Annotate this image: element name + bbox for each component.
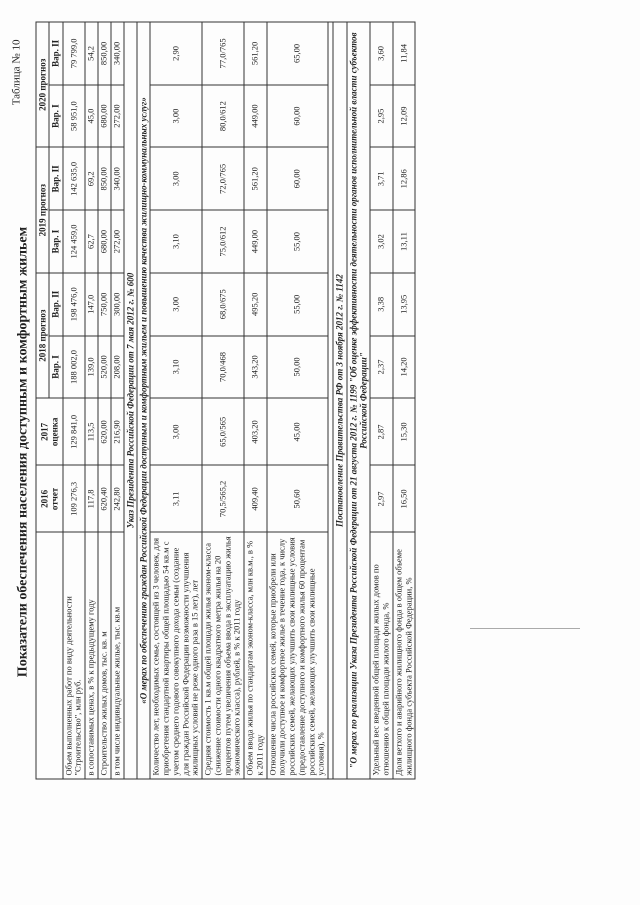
header-2020-var2: Вар. II [49, 22, 62, 85]
cell-2018-var1: 3,10 [150, 336, 202, 399]
cell-2020-var1: 58 951,0 [63, 85, 86, 148]
table-row [202, 22, 244, 779]
cell-2016: 620,40 [98, 465, 111, 532]
row-label: Объем ввода жилья по стандартам эконом-класса, млн кв.м., в % к 2011 году [244, 532, 267, 779]
cell-2020-var1: 80,0/612 [202, 85, 244, 148]
cell-2020-var1: 449,00 [244, 85, 267, 148]
header-2016 [36, 465, 63, 532]
cell-2016: 409,40 [244, 465, 267, 532]
cell-2017: 403,20 [244, 398, 267, 465]
header-2019-var1: Вар. I [49, 210, 62, 273]
table-row [111, 22, 124, 779]
table-row [244, 22, 267, 779]
section-heading [124, 22, 137, 779]
table-row [150, 22, 202, 779]
cell-2019-var2: 850,00 [98, 147, 111, 210]
cell-2019-var2: 60,00 [267, 147, 329, 210]
row-label: Отношение числа российских семей, которые приобрели или получили доступное и комфортное жилье в течение года, к числу российских семей, желающих улучшить свои жилищные условия (предоставление доступного и комфортного жилья 60 процентам российских семей, желающих улучшить свои жилищные условия), % [267, 532, 329, 779]
cell-2018-var2: 13,95 [393, 273, 416, 336]
row-label: в том числе индивидуальные жилые, тыс. кв.м [111, 532, 124, 779]
cell-2018-var1: 188 002,0 [63, 336, 86, 399]
header-2016-type: отчет [49, 487, 60, 511]
cell-2018-var1: 208,00 [111, 336, 124, 399]
row-label: Удельный вес введенной общей площади жилых домов по отношению к общей площади жилого фонда, % [370, 532, 393, 779]
cell-2017: 65,0/565 [202, 398, 244, 465]
header-2020-var1: Вар. I [49, 85, 62, 148]
cell-2020-var2: 11,84 [393, 22, 416, 85]
cell-2020-var2: 54,2 [85, 22, 98, 85]
cell-2018-var1: 520,00 [98, 336, 111, 399]
cell-2020-var2: 3,60 [370, 22, 393, 85]
header-2020: 2020 прогноз [36, 22, 49, 147]
row-label: Объем выполненных работ по виду деятельности "Строительство", млн руб. [63, 532, 86, 779]
row-label: в сопоставимых ценах, в % к предыдущему году [85, 532, 98, 779]
table-row [63, 22, 86, 779]
cell-2018-var2: 300,00 [111, 273, 124, 336]
cell-2020-var1: 272,00 [111, 85, 124, 148]
cell-2020-var2: 79 799,0 [63, 22, 86, 85]
section-subtitle: «О мерах по обеспечению граждан Российской Федерации доступным и комфортным жильем и повышению качества жилищно-коммунальных услуг» [137, 22, 150, 779]
cell-2019-var1: 3,10 [150, 210, 202, 273]
header-2017-type: оценка [49, 417, 60, 447]
row-label: Доля ветхого и аварийного жилищного фонда в общем объеме жилищного фонда субъекта Российской Федерации, % [393, 532, 416, 779]
header-2018: 2018 прогноз [36, 273, 49, 398]
cell-2017: 2,87 [370, 398, 393, 465]
table-row [370, 22, 393, 779]
cell-2018-var1: 343,20 [244, 336, 267, 399]
cell-2019-var1: 62,7 [85, 210, 98, 273]
cell-2017: 216,90 [111, 398, 124, 465]
row-label: Средняя стоимость 1 кв.м общей площади жилья эконом-класса (снижение стоимости одного квадратного метра жилья на 20 процентов путем увеличения объема ввода в эксплуатацию жилья экономического класса), рублей, в % к 2011 году [202, 532, 244, 779]
cell-2018-var2: 55,00 [267, 273, 329, 336]
cell-2019-var1: 3,02 [370, 210, 393, 273]
cell-2020-var2: 561,20 [244, 22, 267, 85]
header-2019: 2019 прогноз [36, 147, 49, 272]
cell-2019-var2: 12,86 [393, 147, 416, 210]
header-2017 [36, 398, 63, 465]
header-2018-var1: Вар. I [49, 336, 62, 399]
cell-2019-var2: 340,00 [111, 147, 124, 210]
cell-2019-var2: 561,20 [244, 147, 267, 210]
cell-2018-var1: 2,37 [370, 336, 393, 399]
scan-mark-line [470, 628, 580, 629]
cell-2020-var1: 12,09 [393, 85, 416, 148]
cell-2018-var1: 139,0 [85, 336, 98, 399]
cell-2020-var1: 680,00 [98, 85, 111, 148]
section-subtitle: "О мерах по реализации Указа Президента Российской Федерации от 21 августа 2012 г. № 1199 "Об оценке эффективности деятельности органов исполнительной власти субъектов Российской Федерации" [347, 22, 371, 779]
cell-2020-var1: 60,00 [267, 85, 329, 148]
cell-2016: 2,97 [370, 465, 393, 532]
cell-2019-var1: 124 459,0 [63, 210, 86, 273]
cell-2018-var1: 14,20 [393, 336, 416, 399]
header-2019-var2: Вар. II [49, 147, 62, 210]
cell-2018-var2: 147,0 [85, 273, 98, 336]
cell-2016: 16,50 [393, 465, 416, 532]
cell-2020-var1: 45,0 [85, 85, 98, 148]
cell-2017: 3,00 [150, 398, 202, 465]
cell-2019-var1: 75,0/612 [202, 210, 244, 273]
table-row [98, 22, 111, 779]
cell-2019-var1: 680,00 [98, 210, 111, 273]
section-heading [333, 22, 346, 779]
cell-2017: 15,30 [393, 398, 416, 465]
cell-2016: 50,60 [267, 465, 329, 532]
rotated-content [1, 0, 640, 905]
section-heading [347, 22, 371, 779]
cell-2018-var2: 3,38 [370, 273, 393, 336]
cell-2017: 620,00 [98, 398, 111, 465]
cell-2019-var2: 142 635,0 [63, 147, 86, 210]
cell-2017: 45,00 [267, 398, 329, 465]
page-title: Показатели обеспечения населения доступным и комфортным жильем [15, 226, 31, 678]
section-heading [137, 22, 150, 779]
cell-2019-var1: 272,00 [111, 210, 124, 273]
table-number: Таблица № 10 [10, 39, 23, 106]
cell-2020-var2: 65,00 [267, 22, 329, 85]
indicators-table [36, 22, 416, 780]
cell-2020-var2: 340,00 [111, 22, 124, 85]
cell-2019-var2: 69,2 [85, 147, 98, 210]
cell-2020-var2: 850,00 [98, 22, 111, 85]
cell-2018-var1: 70,0/468 [202, 336, 244, 399]
cell-2016: 109 276,3 [63, 465, 86, 532]
cell-2018-var2: 198 476,0 [63, 273, 86, 336]
header-row-years [36, 22, 49, 779]
cell-2018-var2: 495,20 [244, 273, 267, 336]
cell-2018-var2: 3,00 [150, 273, 202, 336]
header-indicator [36, 532, 63, 779]
cell-2020-var2: 2,90 [150, 22, 202, 85]
cell-2018-var1: 50,00 [267, 336, 329, 399]
cell-2017: 113,5 [85, 398, 98, 465]
table-row [267, 22, 329, 779]
header-2017-year: 2017 [39, 422, 49, 441]
cell-2020-var1: 2,95 [370, 85, 393, 148]
cell-2020-var2: 77,0/765 [202, 22, 244, 85]
section-title: Указ Президента Российской Федерации от 7 мая 2012 г. № 600 [124, 22, 137, 779]
cell-2016: 242,80 [111, 465, 124, 532]
cell-2016: 70,5/565,2 [202, 465, 244, 532]
table-row [393, 22, 416, 779]
cell-2019-var2: 3,71 [370, 147, 393, 210]
table-row [85, 22, 98, 779]
cell-2019-var2: 72,0/765 [202, 147, 244, 210]
section-title: Постановление Правительства РФ от 3 ноября 2012 г. № 1142 [333, 22, 346, 779]
cell-2020-var1: 3,00 [150, 85, 202, 148]
header-2018-var2: Вар. II [49, 273, 62, 336]
cell-2016: 117,8 [85, 465, 98, 532]
cell-2018-var2: 68,0/675 [202, 273, 244, 336]
cell-2019-var2: 3,00 [150, 147, 202, 210]
cell-2018-var2: 750,00 [98, 273, 111, 336]
cell-2019-var1: 449,00 [244, 210, 267, 273]
header-2016-year: 2016 [39, 489, 49, 508]
cell-2019-var1: 13,11 [393, 210, 416, 273]
cell-2017: 129 841,0 [63, 398, 86, 465]
cell-2019-var1: 55,00 [267, 210, 329, 273]
row-label: Количество лет, необходимых семье, состоящей из 3 человек, для приобретения стандартной квартиры общей площадью 54 кв.м с учетом среднего годового совокупного дохода семьи (создание для граждан Российской Федерации возможности улучшения жилищных условий не реже одного раза в 15 лет), лет [150, 532, 202, 779]
cell-2016: 3,11 [150, 465, 202, 532]
row-label: Строительство жилых домов, тыс. кв. м [98, 532, 111, 779]
